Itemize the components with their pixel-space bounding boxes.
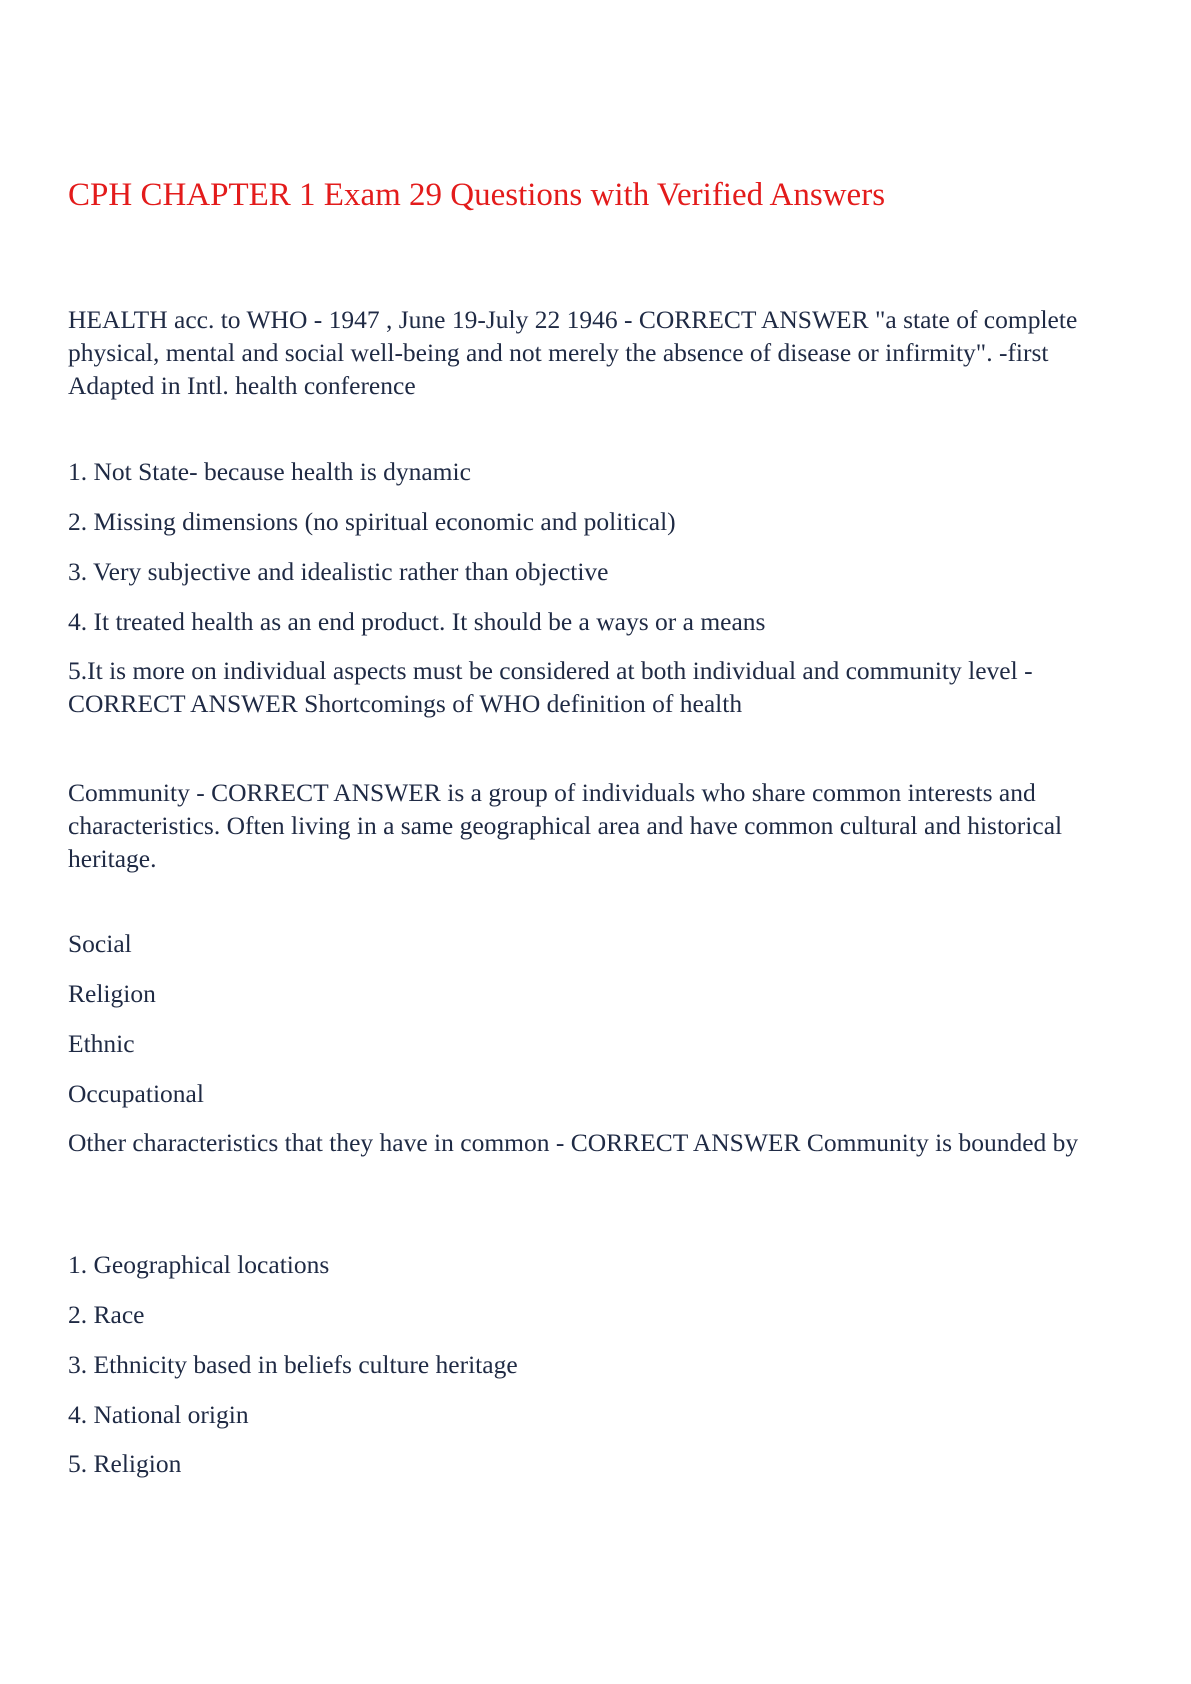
list-item: 1. Not State- because health is dynamic xyxy=(68,457,471,486)
document-title: CPH CHAPTER 1 Exam 29 Questions with Verified Answers xyxy=(68,177,886,213)
qa-bounded-answer: Other characteristics that they have in common - CORRECT ANSWER Community is bounded by xyxy=(68,1128,1079,1157)
list-item: Social xyxy=(68,929,132,958)
qa-shortcomings-answer: 5.It is more on individual aspects must be considered at both individual and community level - CORRECT ANSWER Shortcomings of WHO definition of health xyxy=(68,656,1033,718)
qa-community-definition: Community - CORRECT ANSWER is a group of individuals who share common interests and characteristics. Often living in a same geographical area and have common cultural and historical heritage. xyxy=(68,778,1063,873)
list-item: 5. Religion xyxy=(68,1449,182,1478)
list-item: 4. National origin xyxy=(68,1400,249,1429)
list-item: Occupational xyxy=(68,1079,204,1108)
qa-health-definition: HEALTH acc. to WHO - 1947 , June 19-July 22 1946 - CORRECT ANSWER "a state of complete physical, mental and social well-being and not merely the absence of disease or infirmity". -first Adapted in Intl. health conference xyxy=(68,305,1078,400)
list-item: 3. Very subjective and idealistic rather than objective xyxy=(68,557,609,586)
list-item: Ethnic xyxy=(68,1029,135,1058)
list-item: 2. Race xyxy=(68,1300,145,1329)
list-item: 1. Geographical locations xyxy=(68,1250,330,1279)
list-item: 2. Missing dimensions (no spiritual economic and political) xyxy=(68,507,676,536)
list-item: 3. Ethnicity based in beliefs culture heritage xyxy=(68,1350,518,1379)
list-item: Religion xyxy=(68,979,156,1008)
list-item: 4. It treated health as an end product. It should be a ways or a means xyxy=(68,607,766,636)
